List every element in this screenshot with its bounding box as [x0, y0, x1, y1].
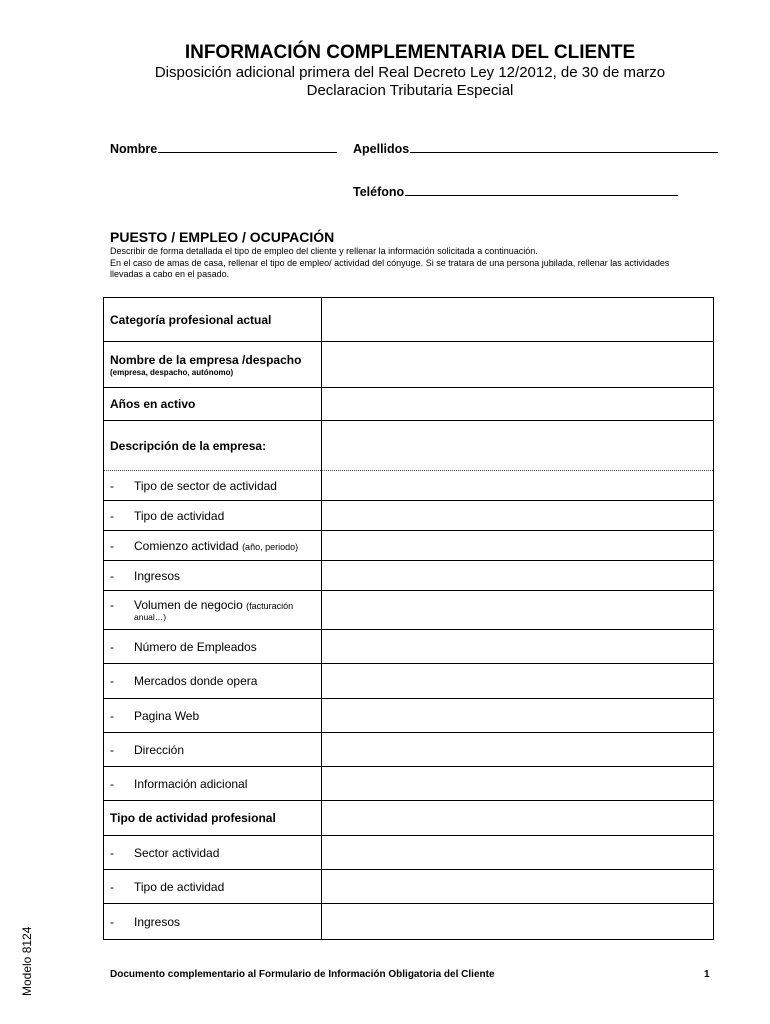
table-row [104, 767, 714, 801]
ingresos2-value[interactable] [322, 904, 714, 940]
table-row [104, 298, 714, 342]
info-adicional-value[interactable] [322, 767, 714, 801]
table-row [104, 591, 714, 630]
dash: - [110, 879, 114, 894]
dash: - [110, 845, 114, 860]
ingresos-text: Ingresos [134, 568, 181, 583]
page-number: 1 [704, 969, 710, 980]
dash: - [110, 914, 114, 929]
comienzo-text: Comienzo actividad [134, 538, 239, 553]
tipo-prof-value[interactable] [322, 801, 714, 836]
tipo-actividad-text: Tipo de actividad [134, 508, 225, 523]
tipo-act2-text: Tipo de actividad [134, 879, 225, 894]
document-title: INFORMACIÓN COMPLEMENTARIA DEL CLIENTE [184, 42, 636, 63]
instructions [110, 246, 700, 281]
sector-label [104, 836, 322, 870]
comienzo-value[interactable] [322, 531, 714, 561]
web-value[interactable] [322, 699, 714, 733]
direccion-text: Dirección [134, 742, 185, 757]
web-label [104, 699, 322, 733]
empresa-value[interactable] [322, 342, 714, 388]
empleados-value[interactable] [322, 630, 714, 664]
info-adicional-text: Información adicional [134, 776, 248, 791]
footer-text: Documento complementario al Formulario de Información Obligatoria del Cliente [110, 969, 495, 980]
dash: - [110, 508, 114, 523]
nombre-field[interactable] [110, 142, 337, 156]
categoria-label: Categoría profesional actual [104, 298, 322, 342]
form-table [103, 297, 714, 940]
table-row [104, 630, 714, 664]
nombre-label: Nombre [110, 142, 158, 156]
table-row [104, 531, 714, 561]
dash: - [110, 674, 114, 688]
volumen-sub-1: (facturación [246, 601, 294, 611]
dash: - [110, 639, 114, 654]
tipo-sector-text: Tipo de sector de actividad [134, 478, 277, 493]
table-row [104, 342, 714, 388]
table-row [104, 421, 714, 471]
empleados-text: Número de Empleados [134, 639, 257, 654]
dash: - [110, 776, 114, 791]
tipo-sector-label [104, 471, 322, 501]
tipo-sector-value[interactable] [322, 471, 714, 501]
ingresos-value[interactable] [322, 561, 714, 591]
table-row [104, 870, 714, 904]
mercados-value[interactable] [322, 664, 714, 699]
anos-label: Años en activo [104, 388, 322, 421]
table-row [104, 904, 714, 940]
document-subtitle: Disposición adicional primera del Real Decreto Ley 12/2012, de 30 de marzo [154, 64, 666, 81]
table-row [104, 501, 714, 531]
table-row [104, 471, 714, 501]
apellidos-label: Apellidos [353, 142, 410, 156]
info-adicional-label [104, 767, 322, 801]
tipo-act2-label [104, 870, 322, 904]
apellidos-line [410, 151, 718, 153]
table-row [104, 801, 714, 836]
table-row [104, 836, 714, 870]
telefono-label: Teléfono [353, 185, 405, 199]
mercados-text: Mercados donde opera [134, 674, 258, 688]
dash: - [110, 598, 114, 612]
volumen-sub-2: anual…) [134, 612, 167, 622]
mercados-label [104, 664, 322, 699]
table-row [104, 733, 714, 767]
telefono-line [405, 194, 678, 196]
web-text: Pagina Web [134, 708, 200, 723]
instructions-line-2: En el caso de amas de casa, rellenar el tipo de empleo/ actividad del cónyuge. Si se tratara de una persona jubilada, rellenar las actividades llevadas a cabo en el pasado. [110, 257, 670, 279]
tipo-actividad-label [104, 501, 322, 531]
dash: - [110, 708, 114, 723]
empresa-label [104, 342, 322, 388]
table-row [104, 388, 714, 421]
direccion-value[interactable] [322, 733, 714, 767]
tipo-actividad-value[interactable] [322, 501, 714, 531]
empresa-label-text: Nombre de la empresa /despacho [110, 352, 302, 367]
table-row [104, 664, 714, 699]
descripcion-label: Descripción de la empresa: [104, 421, 322, 471]
nombre-line [158, 151, 337, 153]
direccion-label [104, 733, 322, 767]
sector-value[interactable] [322, 836, 714, 870]
comienzo-sub: (año, periodo) [242, 541, 299, 552]
telefono-field[interactable] [353, 185, 678, 199]
categoria-value[interactable] [322, 298, 714, 342]
table-row [104, 561, 714, 591]
ingresos-label [104, 561, 322, 591]
tipo-prof-label: Tipo de actividad profesional [104, 801, 322, 836]
table-row [104, 699, 714, 733]
volumen-value[interactable] [322, 591, 714, 630]
instructions-line-1: Describir de forma detallada el tipo de empleo del cliente y rellenar la información solicitada a continuación. [110, 246, 538, 256]
section-title: PUESTO / EMPLEO / OCUPACIÓN [110, 229, 335, 245]
empresa-label-sub: (empresa, despacho, autónomo) [110, 367, 234, 377]
tipo-act2-value[interactable] [322, 870, 714, 904]
volumen-text: Volumen de negocio [134, 598, 243, 612]
dash: - [110, 568, 114, 583]
comienzo-label [104, 531, 322, 561]
empleados-label [104, 630, 322, 664]
ingresos2-text: Ingresos [134, 914, 181, 929]
volumen-label [104, 591, 322, 630]
sector-text: Sector actividad [134, 845, 220, 860]
anos-value[interactable] [322, 388, 714, 421]
dash: - [110, 478, 114, 493]
dash: - [110, 742, 114, 757]
document-subtitle-2: Declaracion Tributaria Especial [306, 82, 514, 99]
apellidos-field[interactable] [353, 142, 718, 156]
descripcion-value[interactable] [322, 421, 714, 471]
dash: - [110, 538, 114, 553]
ingresos2-label [104, 904, 322, 940]
model-number: Modelo 8124 [20, 926, 34, 996]
